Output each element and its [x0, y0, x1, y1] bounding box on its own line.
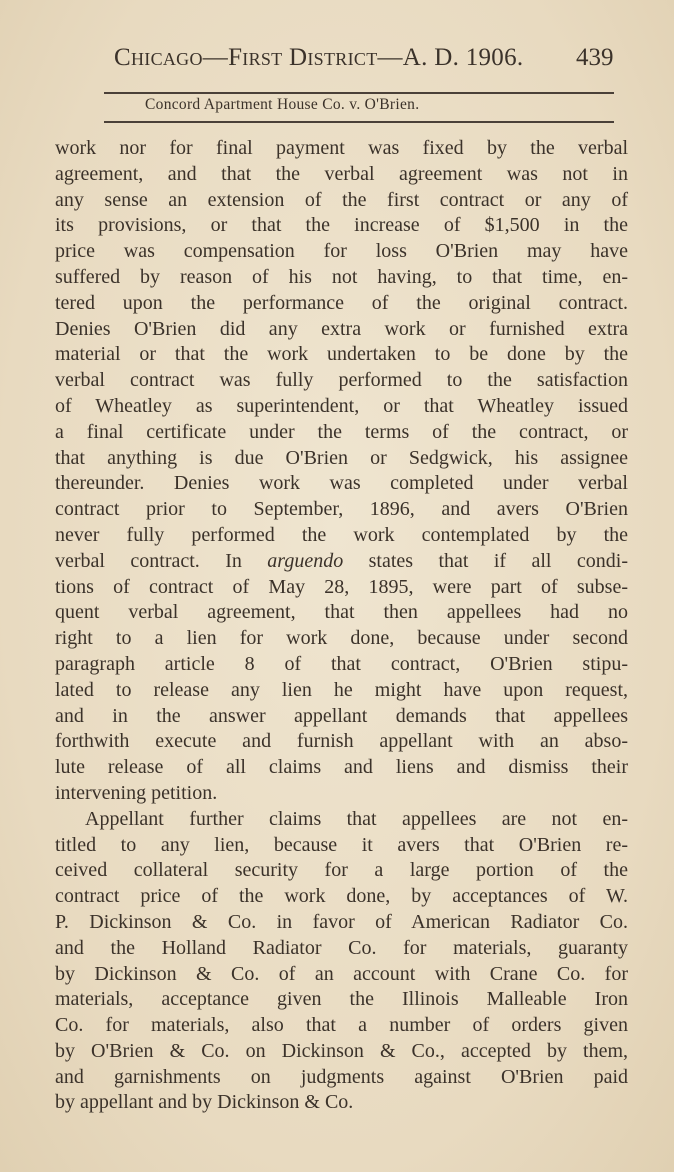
text-line: a final certificate under the terms of the contract, or: [55, 420, 628, 443]
text-line: that anything is due O'Brien or Sedgwick, his assignee: [55, 446, 628, 469]
text-line: thereunder. Denies work was completed under verbal: [55, 472, 628, 495]
text-line: any sense an extension of the first contract or any of: [55, 188, 628, 211]
text-line: material or that the work undertaken to be done by the: [55, 343, 628, 366]
text-line: its provisions, or that the increase of $1,500 in the: [55, 214, 628, 237]
text-line: price was compensation for loss O'Brien may have: [55, 240, 628, 263]
text-line: forthwith execute and furnish appellant with an abso-: [55, 730, 628, 753]
text-line: agreement, and that the verbal agreement was not in: [55, 162, 628, 185]
text-line: suffered by reason of his not having, to that time, en-: [55, 265, 628, 288]
text-line: work nor for final payment was fixed by the verbal: [55, 137, 628, 159]
text-line: ceived collateral security for a large portion of the: [55, 859, 628, 882]
text-line: right to a lien for work done, because under second: [55, 627, 628, 650]
text-line: titled to any lien, because it avers that O'Brien re-: [55, 833, 628, 856]
text-line: tions of contract of May 28, 1895, were part of subse-: [55, 575, 628, 598]
text-line: P. Dickinson & Co. in favor of American Radiator Co.: [55, 910, 628, 933]
italic-term: arguendo: [267, 549, 344, 572]
text-line: and in the answer appellant demands that appellees: [55, 704, 628, 727]
text-line: materials, acceptance given the Illinois Malleable Iron: [55, 988, 628, 1011]
case-title: Concord Apartment House Co. v. O'Brien.: [145, 96, 420, 113]
text-line: contract price of the work done, by acceptances of W.: [55, 885, 628, 908]
text-line: never fully performed the work contemplated by the: [55, 523, 628, 546]
text-line: intervening petition.: [55, 781, 218, 804]
text-line: by O'Brien & Co. on Dickinson & Co., accepted by them,: [55, 1039, 628, 1062]
text-line: lated to release any lien he might have upon request,: [55, 678, 628, 701]
body-text: [55, 136, 628, 1116]
text-line: and garnishments on judgments against O'Brien paid: [55, 1065, 628, 1088]
case-title-rule: [104, 121, 614, 123]
text-span: verbal contract. In: [55, 549, 268, 572]
text-line: by Dickinson & Co. of an account with Crane Co. for: [55, 962, 628, 985]
text-line: Co. for materials, also that a number of orders given: [55, 1014, 628, 1037]
text-line: by appellant and by Dickinson & Co.: [55, 1091, 354, 1114]
text-line: contract prior to September, 1896, and avers O'Brien: [55, 498, 628, 521]
page-number: 439: [576, 44, 614, 71]
text-span: states that if all condi-: [343, 549, 628, 572]
text-line: Appellant further claims that appellees are not en-: [85, 807, 628, 830]
header-rule: [104, 92, 614, 94]
text-line: quent verbal agreement, that then appellees had no: [55, 601, 628, 624]
text-line: of Wheatley as superintendent, or that Wheatley issued: [55, 394, 628, 417]
text-line: Denies O'Brien did any extra work or furnished extra: [55, 317, 628, 340]
text-line: [55, 549, 628, 575]
text-line: tered upon the performance of the original contract.: [55, 291, 628, 314]
text-line: and the Holland Radiator Co. for materials, guaranty: [55, 936, 628, 959]
text-line: verbal contract was fully performed to the satisfaction: [55, 369, 628, 392]
text-line: paragraph article 8 of that contract, O'Brien stipu-: [55, 652, 628, 675]
text-line: lute release of all claims and liens and dismiss their: [55, 756, 628, 779]
running-head: Chicago—First District—A. D. 1906.: [114, 44, 524, 71]
